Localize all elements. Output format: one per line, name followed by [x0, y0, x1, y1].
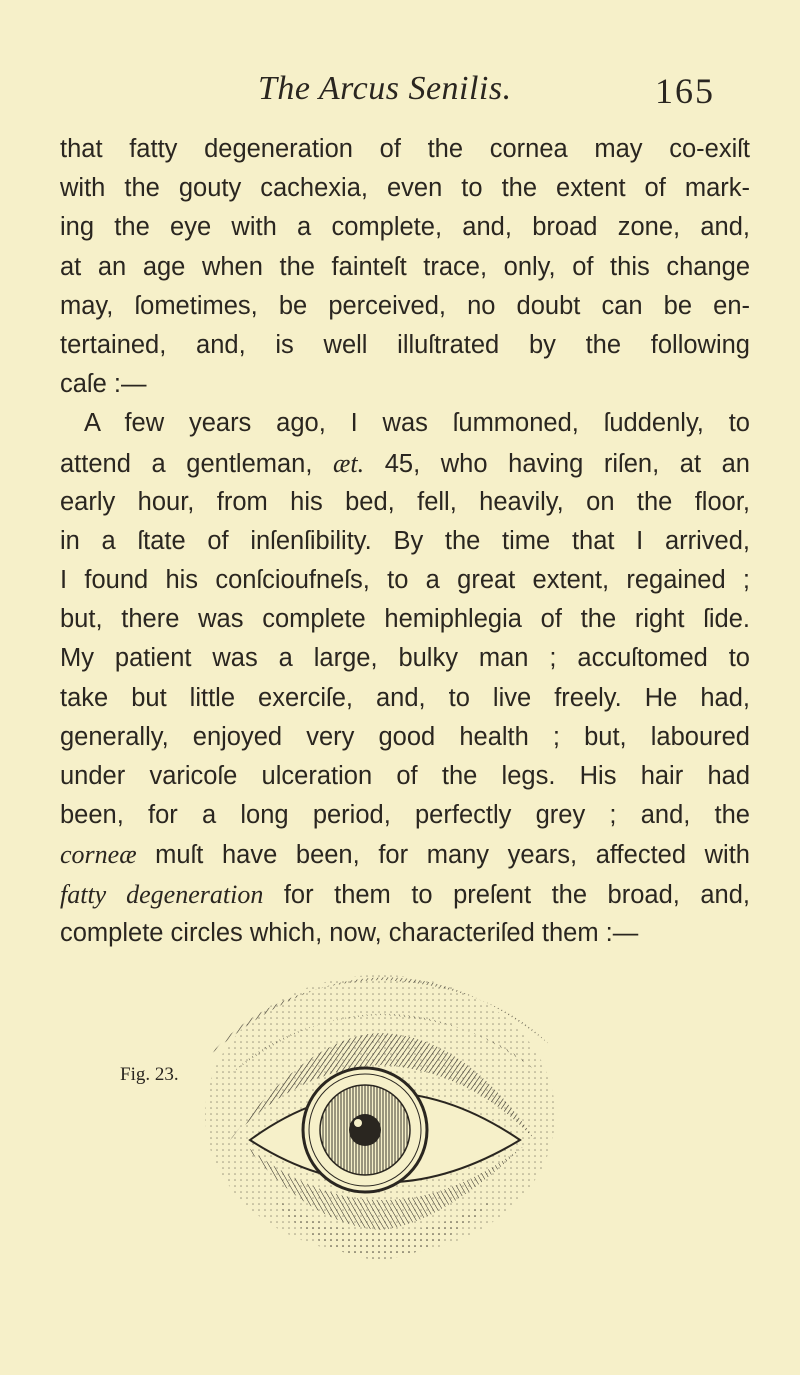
- figure-label: Fig. 23.: [120, 1064, 179, 1085]
- text-run: for them to preſent the broad, and,: [263, 880, 750, 909]
- text-run: 45, who having riſen, at an: [364, 449, 750, 478]
- running-title: The Arcus Senilis.: [258, 70, 512, 107]
- figure-eye: [190, 925, 570, 1285]
- text-line: that fatty degeneration of the cornea may co-exiſt: [60, 135, 750, 163]
- text-line: A few years ago, I was ſummoned, ſuddenly, to: [84, 409, 750, 438]
- text-line: at an age when the fainteſt trace, only, of this change: [60, 252, 750, 281]
- text-line: been, for a long period, perfectly grey ; and, the: [60, 801, 750, 830]
- text-line: take but little exerciſe, and, to live freely. He had,: [60, 683, 750, 712]
- text-line: but, there was complete hemiphlegia of the right ſide.: [60, 605, 750, 634]
- text-line: with the gouty cachexia, even to the extent of mark-: [60, 174, 750, 203]
- text-line: caſe :—: [60, 370, 147, 399]
- italic-term: fatty degeneration: [60, 879, 264, 909]
- text-line: in a ſtate of inſenſibility. By the time that I arrived,: [60, 526, 750, 555]
- text-line: complete circles which, now, characteriſed them :—: [60, 918, 639, 947]
- text-line: early hour, from his bed, fell, heavily, on the floor,: [60, 487, 750, 516]
- text-line: [60, 444, 750, 483]
- text-run: attend a gentleman,: [60, 449, 334, 478]
- text-line: under varicoſe ulceration of the legs. His hair had: [60, 762, 750, 790]
- body-text: [60, 130, 750, 953]
- text-line: tertained, and, is well illuſtrated by the following: [60, 330, 750, 359]
- text-line: generally, enjoyed very good health ; but, laboured: [60, 722, 750, 751]
- text-line: may, ſometimes, be perceived, no doubt can be en-: [60, 291, 750, 320]
- text-line: I found his conſcioufneſs, to a great extent, regained ;: [60, 566, 750, 595]
- italic-abbreviation: æt.: [333, 448, 365, 478]
- page-number: 165: [655, 71, 715, 111]
- text-line: [60, 875, 750, 914]
- text-line: ing the eye with a complete, and, broad zone, and,: [60, 213, 750, 242]
- text-line: My patient was a large, bulky man ; accuſtomed to: [60, 644, 750, 673]
- italic-term: corneæ: [60, 840, 137, 870]
- eye-engraving-icon: [190, 925, 570, 1285]
- text-line: [60, 835, 750, 874]
- text-run: muſt have been, for many years, affected with: [136, 841, 750, 870]
